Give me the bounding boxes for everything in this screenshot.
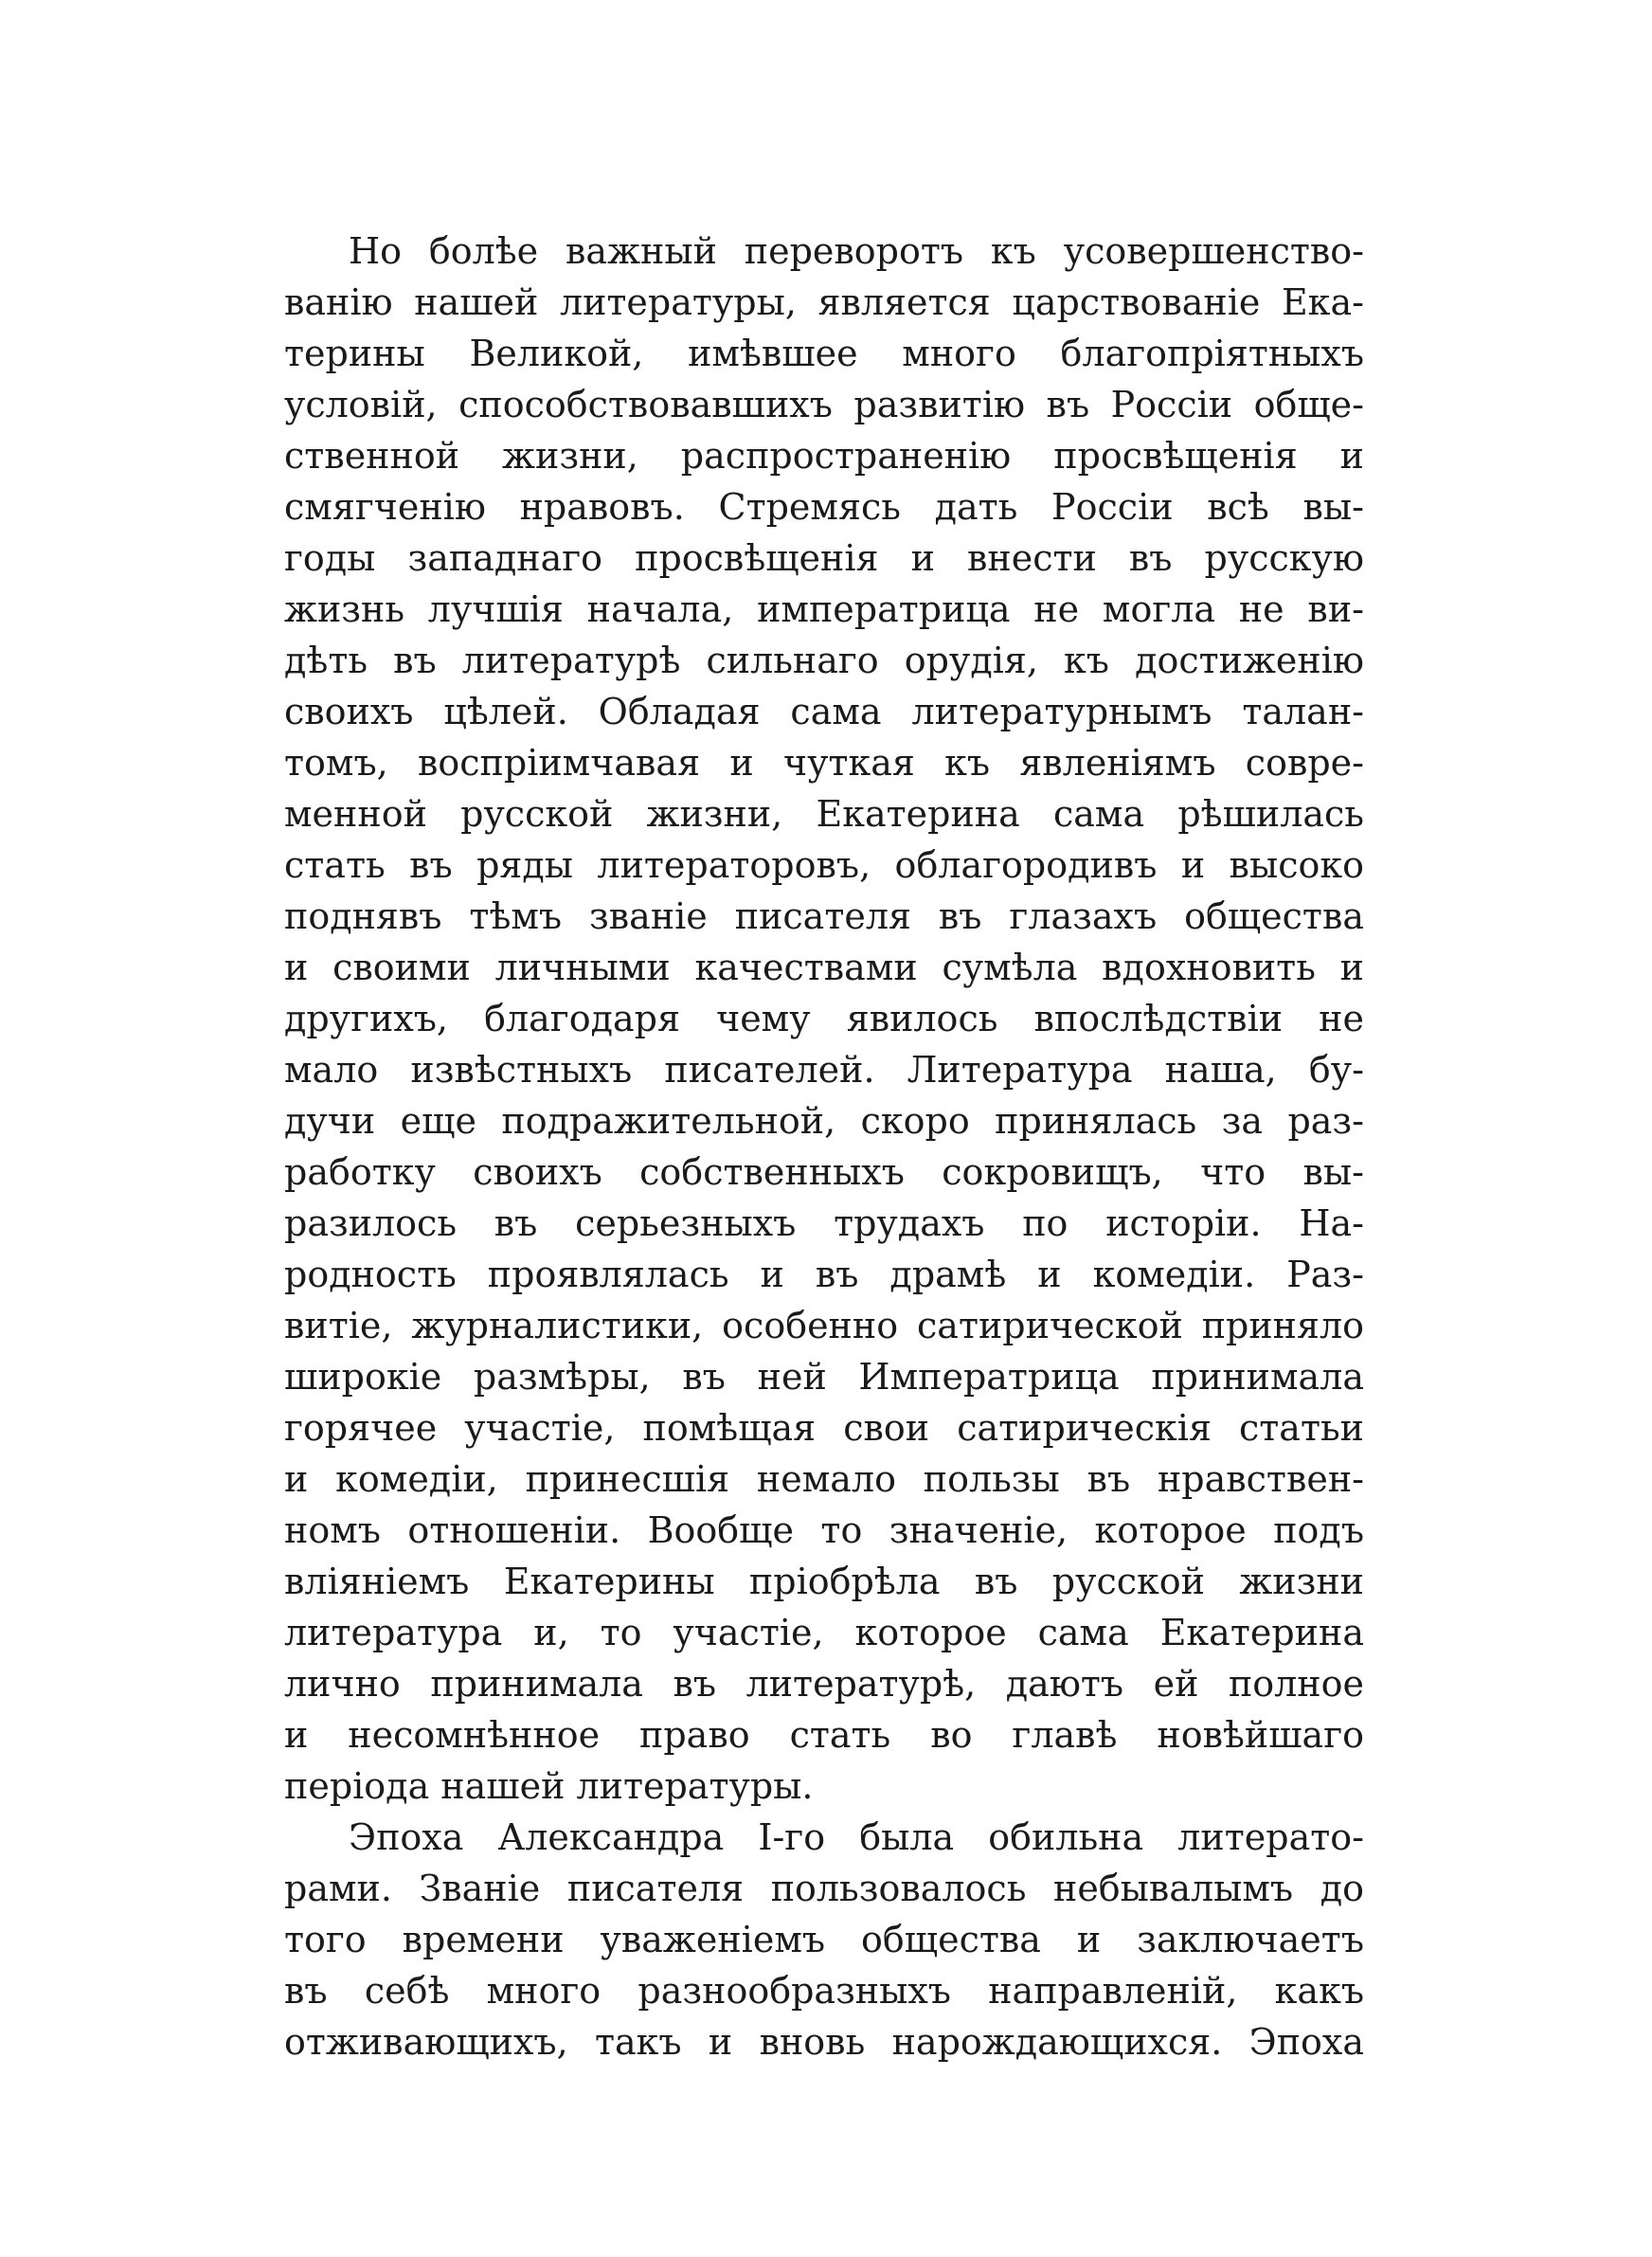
text-line: Но болѣе важный переворотъ къ усовершенство- [349, 230, 1364, 272]
text-line: своихъ цѣлей. Обладая сама литературнымъ талан- [284, 691, 1364, 732]
text-line: ственной жизни, распространенію просвѣщенія и [284, 435, 1364, 477]
text-line: дѣть въ литературѣ сильнаго орудія, къ достиженію [284, 640, 1364, 681]
text-line: родность проявлялась и въ драмѣ и комедіи. Раз- [284, 1254, 1364, 1295]
text-line: поднявъ тѣмъ званіе писателя въ глазахъ общества [284, 895, 1364, 937]
text-line: условій, способствовавшихъ развитію въ Россіи обще- [284, 384, 1364, 425]
text-line: разилось въ серьезныхъ трудахъ по исторіи. На- [284, 1202, 1364, 1244]
text-line: номъ отношеніи. Вообще то значеніе, которое подъ [284, 1509, 1364, 1551]
text-line: ванію нашей литературы, является царствованіе Ека- [284, 281, 1364, 323]
text-line: отживающихъ, такъ и вновь нарождающихся. Эпоха [284, 2021, 1364, 2063]
text-line: широкіе размѣры, въ ней Императрица принимала [284, 1356, 1364, 1398]
paragraph-1 [284, 226, 1364, 1812]
text-line: того времени уваженіемъ общества и заключаетъ [284, 1919, 1364, 1960]
text-line: менной русской жизни, Екатерина сама рѣшилась [284, 793, 1364, 835]
text-line: періода нашей литературы. [284, 1765, 814, 1807]
text-line: терины Великой, имѣвшее много благопріятныхъ [284, 333, 1364, 374]
text-line: и комедіи, принесшія немало пользы въ нравствен- [284, 1458, 1364, 1500]
text-line: работку своихъ собственныхъ сокровищъ, что вы- [284, 1151, 1364, 1193]
text-line: годы западнаго просвѣщенія и внести въ русскую [284, 537, 1364, 579]
text-line: другихъ, благодаря чему явилось впослѣдствіи не [284, 998, 1364, 1039]
text-line: въ себѣ много разнообразныхъ направленій, какъ [284, 1970, 1364, 2012]
text-line: рами. Званіе писателя пользовалось небывалымъ до [284, 1868, 1364, 1909]
text-line: жизнь лучшія начала, императрица не могла не ви- [284, 588, 1364, 630]
text-line: стать въ ряды литераторовъ, облагородивъ и высоко [284, 844, 1364, 886]
text-line: витіе, журналистики, особенно сатирической приняло [284, 1305, 1364, 1346]
text-line: мало извѣстныхъ писателей. Литература наша, бу- [284, 1049, 1364, 1091]
text-line: Эпоха Александра I-го была обильна литерато- [349, 1816, 1364, 1858]
text-line: лично принимала въ литературѣ, даютъ ей полное [284, 1663, 1364, 1705]
text-body [284, 226, 1364, 2067]
paragraph-2 [284, 1812, 1364, 2067]
text-line: и несомнѣнное право стать во главѣ новѣйшаго [284, 1714, 1364, 1756]
text-line: смягченію нравовъ. Стремясь дать Россіи всѣ вы- [284, 486, 1364, 528]
text-line: томъ, воспріимчавая и чуткая къ явленіямъ совре- [284, 742, 1364, 784]
text-line: горячее участіе, помѣщая свои сатирическія статьи [284, 1407, 1364, 1449]
text-line: литература и, то участіе, которое сама Екатерина [284, 1612, 1364, 1653]
text-line: вліяніемъ Екатерины пріобрѣла въ русской жизни [284, 1561, 1364, 1602]
text-line: дучи еще подражительной, скоро принялась за раз- [284, 1100, 1364, 1142]
text-line: и своими личными качествами сумѣла вдохновить и [284, 947, 1364, 988]
